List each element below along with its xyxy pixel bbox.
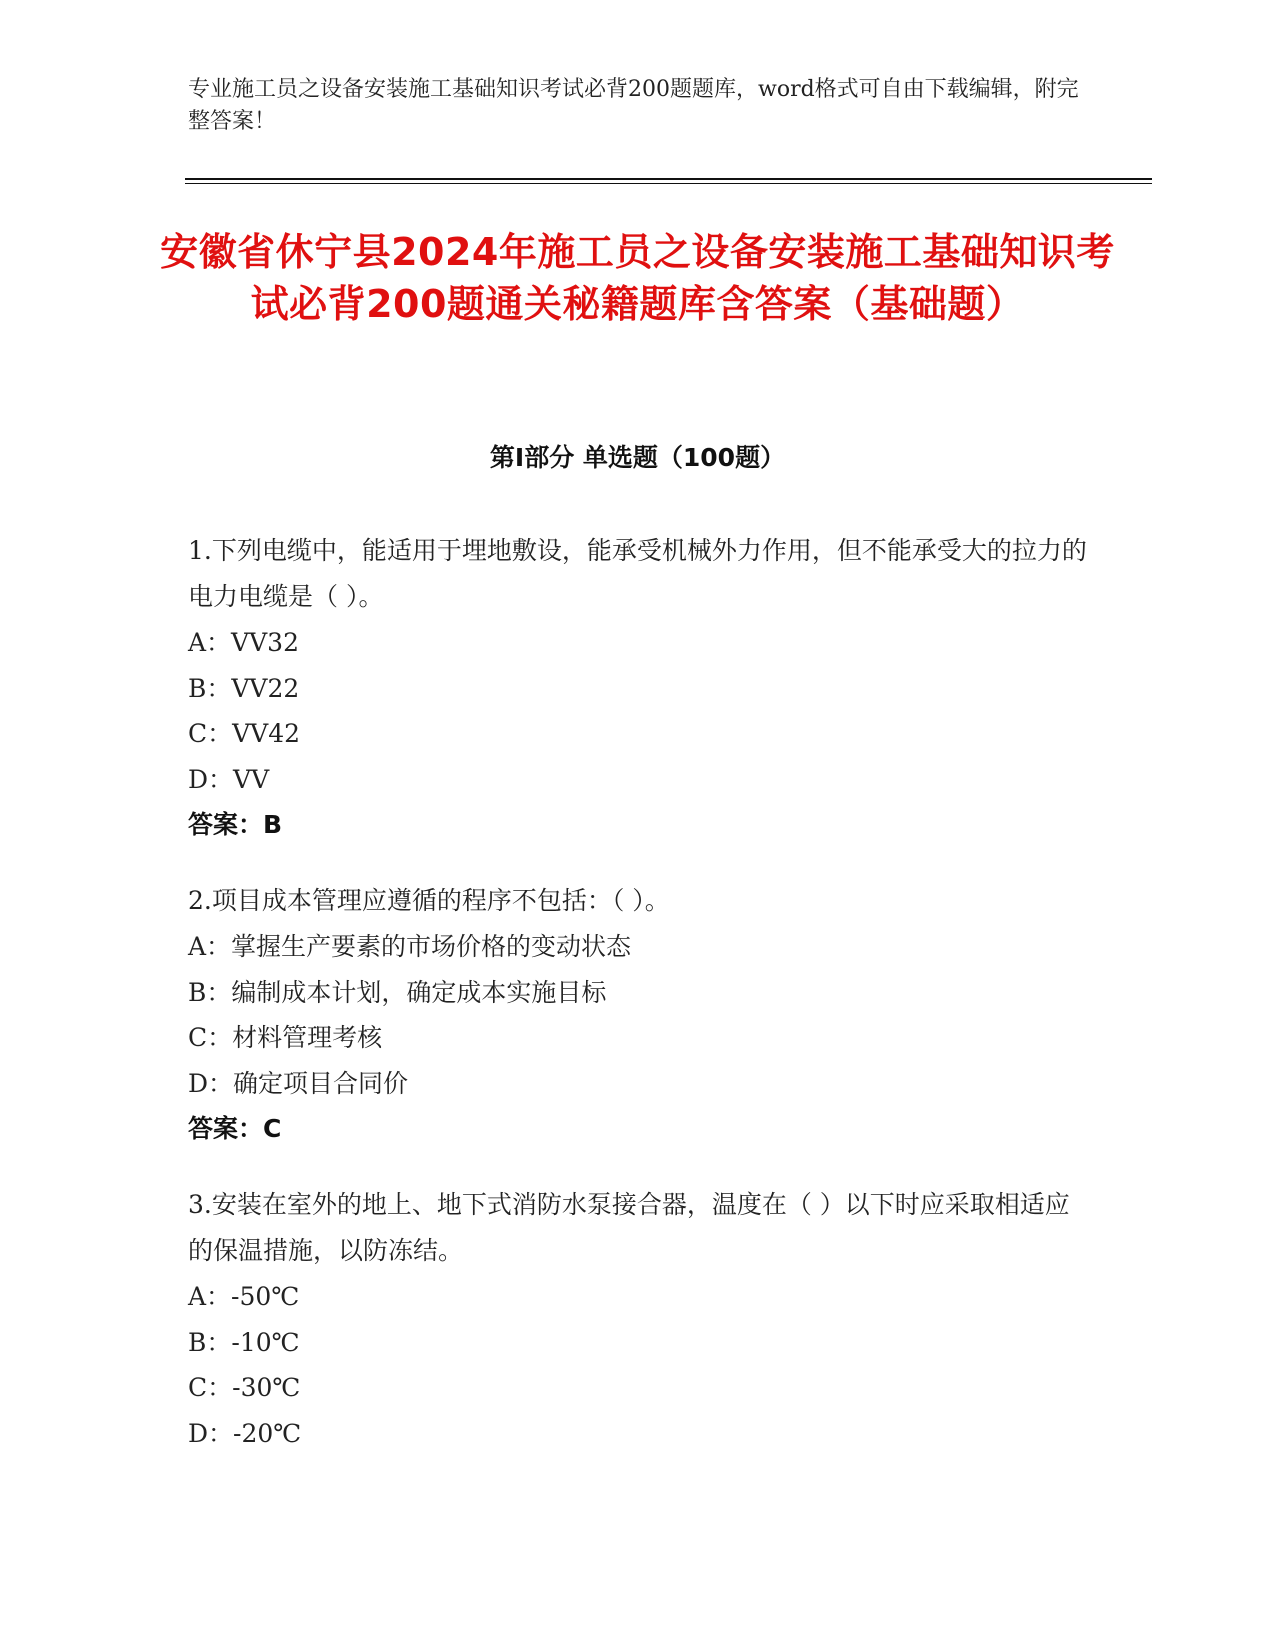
header-divider-thick [185,178,1152,180]
question-stem: 2.项目成本管理应遵循的程序不包括：（ ）。 [188,886,670,915]
option-a: A：-50℃ [188,1282,300,1311]
option-d: D：VV [188,764,270,794]
document-title: 安徽省休宁县2024年施工员之设备安装施工基础知识考试必背200题通关秘籍题库含答案（基础题） [160,230,1115,326]
question-list [188,528,1088,1486]
option-b: B：编制成本计划，确定成本实施目标 [188,977,607,1007]
answer: 答案：B [188,810,283,839]
option-d: D：-20℃ [188,1418,302,1448]
option-b: B：-10℃ [188,1327,300,1357]
option-c: C：材料管理考核 [188,1023,383,1052]
answer: 答案：C [188,1114,282,1143]
option-a: A：VV32 [188,628,299,657]
question-3 [188,1182,1088,1456]
question-1 [188,528,1088,848]
question-stem: 1.下列电缆中，能适用于埋地敷设，能承受机械外力作用，但不能承受大的拉力的电力电缆是（ ）。 [188,536,1087,611]
question-stem: 3.安装在室外的地上、地下式消防水泵接合器，温度在（ ）以下时应采取相适应的保温措施，以防冻结。 [188,1190,1070,1265]
option-a: A：掌握生产要素的市场价格的变动状态 [188,932,632,961]
section-title: 第Ⅰ部分 单选题（100题） [489,443,786,472]
option-b: B：VV22 [188,673,300,703]
option-d: D：确定项目合同价 [188,1068,409,1098]
option-c: C：VV42 [188,719,301,748]
header-divider-thin [185,183,1152,184]
option-c: C：-30℃ [188,1373,301,1402]
question-2 [188,878,1088,1152]
header-note: 专业施工员之设备安装施工基础知识考试必背200题题库，word格式可自由下载编辑，附完整答案！ [188,77,1079,134]
